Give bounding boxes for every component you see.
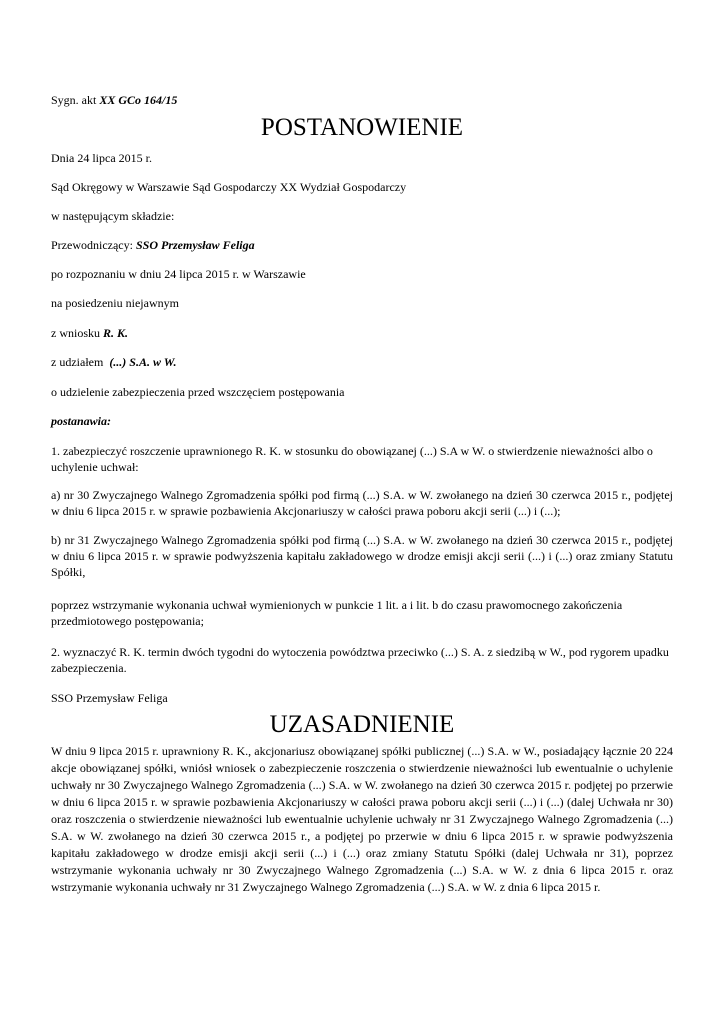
- session-type: na posiedzeniu niejawnym: [51, 296, 179, 310]
- point-b: b) nr 31 Zwyczajnego Walnego Zgromadzenia spółki pod firmą (...) S.A. w W. zwołanego na dzień 30 czerwca 2015 r., podjętej w dniu 6 lipca 2015 r. w sprawie podwyższenia kapitału zakładowego w drodze emisji akcji serii (...) i (...) oraz zmiany Statutu Spółki,: [51, 533, 673, 579]
- hearing-info: po rozpoznaniu w dniu 24 lipca 2015 r. w Warszawie: [51, 267, 306, 281]
- case-signature-number: XX GCo 164/15: [99, 93, 178, 107]
- judge-signature: SSO Przemysław Feliga: [51, 691, 168, 705]
- presiding-judge-name: SSO Przemysław Feliga: [135, 238, 255, 252]
- point-a: a) nr 30 Zwyczajnego Walnego Zgromadzenia spółki pod firmą (...) S.A. w W. zwołanego na dzień 30 czerwca 2015 r., podjętej w dniu 6 lipca 2015 r. w sprawie pozbawienia Akcjonariuszy w całości prawa poboru akcji serii (...) i (...);: [51, 488, 673, 518]
- participation-label: z udziałem: [51, 355, 104, 369]
- justification-text: W dniu 9 lipca 2015 r. uprawniony R. K., akcjonariusz obowiązanej spółki publicznej (...) S.A. w W., posiadający łącznie 20 224 akcje obowiązanej spółki, wniósł wniosek o zabezpieczenie roszczenia o stwierdzenie nieważności lub ewentualnie o uchylenie uchwały nr 30 Zwyczajnego Walnego Zgromadzenia (...) S.A. w W. zwołanego na dzień 30 czerwca 2015 r. podjętej po przerwie w dniu 6 lipca 2015 r. w sprawie pozbawienia Akcjonariuszy w całości prawa poboru akcji serii (...) i (...) (dalej Uchwała nr 30) oraz roszczenia o stwierdzenie nieważności lub ewentualnie uchylenie uchwały nr 31 Zwyczajnego Walnego Zgromadzenia (...) S.A. w W. zwołanego na dzień 30 czerwca 2015 r., a podjętej po przerwie w dniu 6 lipca 2015 r. w sprawie podwyższenia kapitału zakładowego w drodze emisji akcji serii (...) i (...) oraz zmiany Statutu Spółki (dalej Uchwała nr 31), poprzez wstrzymanie wykonania uchwały nr 30 Zwyczajnego Walnego Zgromadzenia (...) S.A. w W. z dnia 6 lipca 2015 r. oraz wstrzymanie wykonania uchwały nr 31 Zwyczajnego Walnego Zgromadzenia (...) S.A. w W. z dnia 6 lipca 2015 r.: [51, 744, 673, 894]
- point-2: 2. wyznaczyć R. K. termin dwóch tygodni do wytoczenia powództwa przeciwko (...) S. A. z siedzibą w W., pod rygorem upadku zabezpieczenia.: [51, 645, 669, 675]
- decision-title: POSTANOWIENIE: [260, 114, 464, 141]
- suspension-clause: poprzez wstrzymanie wykonania uchwał wymienionych w punkcie 1 lit. a i lit. b do czasu prawomocnego zakończenia przedmiotowego postępowania;: [51, 598, 623, 628]
- presiding-judge-label: Przewodniczący:: [51, 238, 133, 252]
- presiding-judge: [51, 237, 673, 253]
- case-signature-label: Sygn. akt: [51, 93, 97, 107]
- justification-title: UZASADNIENIE: [269, 711, 455, 738]
- operative-heading: postanawia:: [51, 414, 112, 428]
- case-subject: o udzielenie zabezpieczenia przed wszczęciem postępowania: [51, 385, 345, 399]
- motion-label: z wniosku: [51, 326, 100, 340]
- participating-party: [51, 354, 673, 370]
- decision-date: Dnia 24 lipca 2015 r.: [51, 151, 152, 165]
- motion-party-name: R. K.: [103, 326, 129, 340]
- case-signature: [51, 92, 673, 108]
- court-composition: w następującym składzie:: [51, 209, 175, 223]
- participating-party-name: (...) S.A. w W.: [109, 355, 177, 369]
- point-1: 1. zabezpieczyć roszczenie uprawnionego R. K. w stosunku do obowiązanej (...) S.A w W. o stwierdzenie nieważności albo o uchylenie uchwał:: [51, 444, 653, 474]
- court-name: Sąd Okręgowy w Warszawie Sąd Gospodarczy XX Wydział Gospodarczy: [51, 180, 407, 194]
- motion-party: [51, 325, 673, 341]
